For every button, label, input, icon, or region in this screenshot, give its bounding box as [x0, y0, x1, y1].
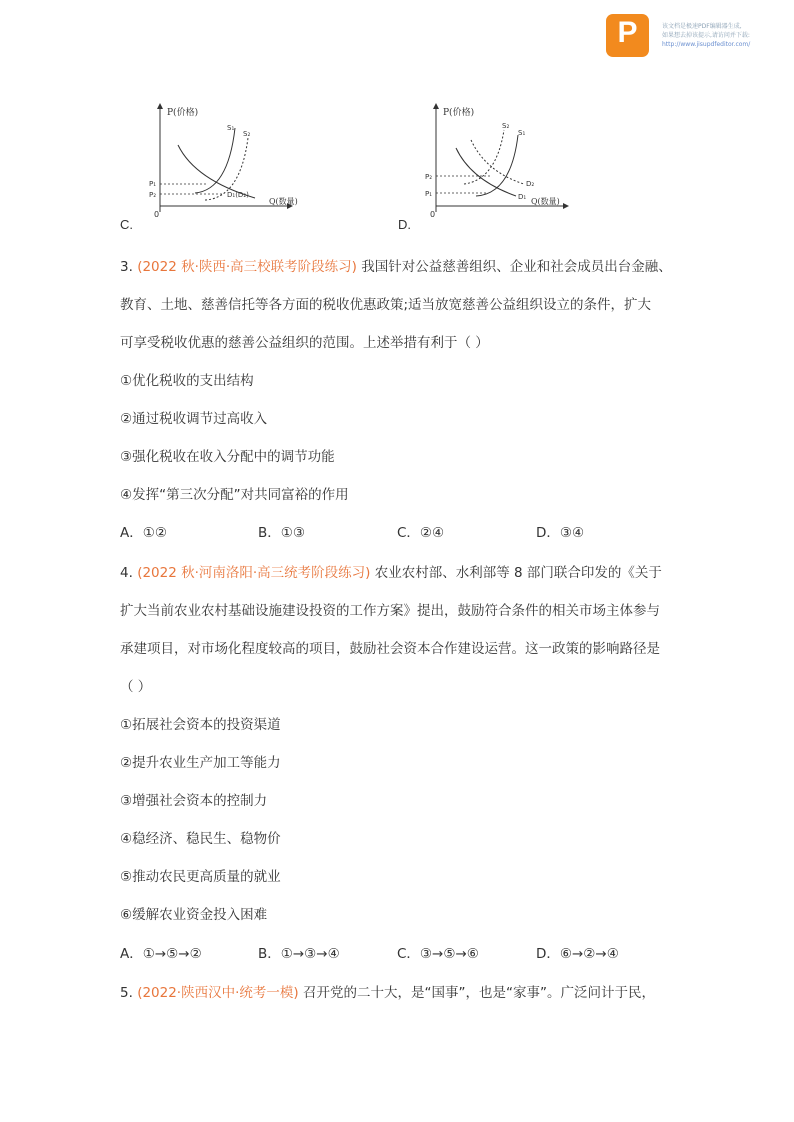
s2-label: S₂ [243, 130, 251, 138]
q4-text: 农业农村部、水利部等 8 部门联合印发的《关于 [374, 565, 662, 581]
demand-curve-d1 [456, 148, 516, 196]
q4-number: 4. [120, 565, 133, 581]
watermark-line: 如果想去掉该提示,请访问并下载: [662, 32, 750, 39]
q3-text-line: 教育、土地、慈善信托等各方面的税收优惠政策;适当放宽慈善公益组织设立的条件，扩大 [120, 297, 652, 313]
choice-c[interactable]: C．②④ [397, 525, 445, 541]
q5-text: 召开党的二十大，是“国事”，也是“家事”。广泛问计于民， [302, 985, 655, 1001]
choice-c[interactable]: C．③→⑤→⑥ [397, 946, 479, 962]
y-axis-label: P(价格) [167, 108, 199, 118]
q4-item: ③增强社会资本的控制力 [120, 793, 268, 809]
watermark-link[interactable]: http://www.jisupdfeditor.com/ [662, 41, 751, 48]
q4-item: ④稳经济、稳民生、稳物价 [120, 831, 281, 847]
q5-first-line [120, 981, 655, 1001]
graph-d [416, 100, 586, 220]
choice-b[interactable]: B．①→③→④ [258, 946, 340, 962]
q4-text-line: 扩大当前农业农村基础设施建设投资的工作方案》提出，鼓励符合条件的相关市场主体参与 [120, 603, 660, 619]
q4-item: ⑤推动农民更高质量的就业 [120, 869, 281, 885]
p2-label: P₂ [149, 191, 157, 199]
p2-label: P₂ [425, 173, 433, 181]
q3-item: ④发挥“第三次分配”对共同富裕的作用 [120, 487, 349, 503]
q4-item: ②提升农业生产加工等能力 [120, 755, 281, 771]
q3-text: 我国针对公益慈善组织、企业和社会成员出台金融、 [361, 259, 672, 275]
q4-text-line: 承建项目，对市场化程度较高的项目，鼓励社会资本合作建设运营。这一政策的影响路径是 [120, 641, 660, 657]
s2-label: S₂ [502, 122, 510, 130]
watermark-text [662, 22, 772, 49]
choice-a[interactable]: A．①→⑤→② [120, 946, 202, 962]
supply-curve-s1 [476, 135, 518, 196]
choice-d[interactable]: D．③④ [536, 525, 585, 541]
choice-d[interactable]: D．⑥→②→④ [536, 946, 619, 962]
x-axis-label: Q(数量) [531, 197, 560, 206]
logo-letter: P [617, 16, 638, 49]
q4-item: ①拓展社会资本的投资渠道 [120, 717, 281, 733]
d1-label: D₁ [518, 193, 527, 201]
q4-source: (2022 秋·河南洛阳·高三统考阶段练习) [137, 565, 371, 581]
option-c-label: C. [120, 217, 133, 232]
q3-source: (2022 秋·陕西·高三校联考阶段练习) [137, 259, 357, 275]
q5-number: 5. [120, 985, 133, 1001]
d2-label: D₂ [526, 180, 535, 188]
s1-label: S₁ [518, 129, 526, 137]
q3-item: ①优化税收的支出结构 [120, 373, 254, 389]
p1-label: P₁ [149, 180, 157, 188]
option-d-label: D. [398, 217, 411, 232]
origin-label: 0 [154, 210, 160, 219]
supply-curve-s1 [195, 128, 235, 193]
q4-text-line: （ ） [120, 679, 152, 695]
x-axis-label: Q(数量) [269, 197, 298, 206]
choice-a[interactable]: A．①② [120, 525, 167, 541]
s1-label: S₁ [227, 124, 235, 132]
graph-c [140, 100, 310, 220]
p1-label: P₁ [425, 190, 433, 198]
origin-label: 0 [430, 210, 436, 219]
q5-source: (2022·陕西汉中·统考一模) [137, 985, 299, 1001]
q4-item: ⑥缓解农业资金投入困难 [120, 907, 268, 923]
q3-text-line: 可享受税收优惠的慈善公益组织的范围。上述举措有利于（ ） [120, 335, 489, 351]
y-axis-label: P(价格) [443, 108, 475, 118]
q4-first-line [120, 561, 662, 581]
q3-item: ②通过税收调节过高收入 [120, 411, 268, 427]
app-logo [606, 14, 649, 57]
q3-first-line [120, 255, 672, 275]
d-label: D₁(D₂) [227, 191, 249, 199]
watermark-line: 该文档是极速PDF编辑器生成, [662, 23, 742, 30]
q3-item: ③强化税收在收入分配中的调节功能 [120, 449, 335, 465]
choice-b[interactable]: B．①③ [258, 525, 305, 541]
q3-number: 3. [120, 259, 133, 275]
